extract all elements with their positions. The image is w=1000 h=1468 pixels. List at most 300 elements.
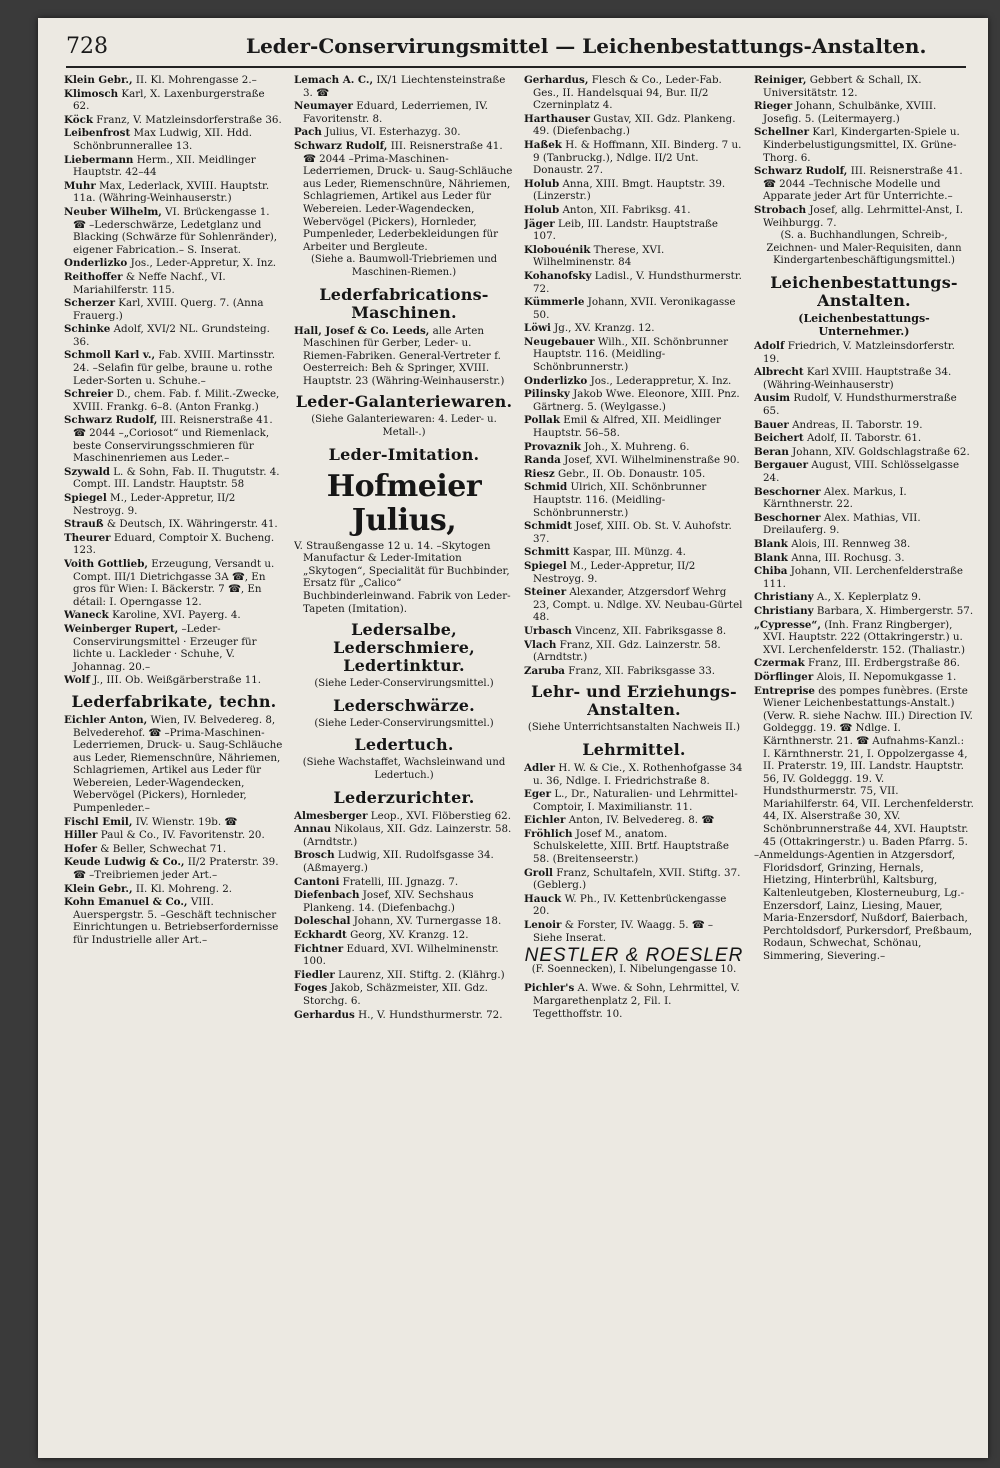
directory-entry	[524, 828, 744, 866]
section-heading: Lederfabrications-Maschinen.	[319, 284, 489, 322]
section-heading: Leichenbestattungs-Anstalten.	[770, 272, 958, 310]
entry-details: Andreas, II. Taborstr. 19.	[792, 418, 923, 431]
entry-details: Karl XVIII. Hauptstraße 34. (Währing-Weinhauserstr)	[763, 366, 952, 391]
entry-details: Jakob, Schäzmeister, XII. Gdz. Storchg. 6.	[303, 982, 488, 1007]
section-heading: Ledertuch.	[354, 735, 454, 755]
entry-details: Karoline, XVI. Payerg. 4.	[112, 609, 241, 622]
entry-name: Schmoll Karl v.,	[64, 349, 156, 362]
entry-details: Anna, III. Rochusg. 3.	[791, 551, 905, 564]
entry-details: Alois, II. Nepomukgasse 1.	[816, 670, 957, 683]
directory-entry	[64, 856, 284, 881]
directory-entry	[64, 623, 284, 673]
entry-details: H., V. Hundsthurmerstr. 72.	[358, 1008, 503, 1021]
page-header	[66, 32, 966, 68]
entry-details: Max, Lederlack, XVIII. Hauptstr. 11a. (Währing-Weinhauserstr.)	[73, 179, 270, 205]
entry-name: Kohanofsky	[524, 269, 592, 282]
section-heading: Lederzurichter.	[333, 787, 475, 807]
entry-details: Eduard, Lederriemen, IV. Favoritenstr. 8.	[303, 100, 489, 125]
directory-entry	[524, 139, 744, 177]
entry-details: Josef M., anatom. Schulskelette, XIII. Brtf. Hauptstraße 58. (Breitenseerstr.)	[533, 827, 729, 866]
directory-entry	[64, 414, 284, 464]
entry-name: Adler	[524, 761, 556, 774]
entry-details: Jos., Lederappretur, X. Inz.	[590, 374, 732, 387]
entry-name: Reiniger,	[754, 74, 807, 86]
entry-details: Ladisl., V. Hundsthurmerstr. 72.	[533, 269, 742, 295]
directory-entry	[294, 74, 514, 99]
entry-name: Schmidt	[524, 520, 572, 533]
cross-reference-note: (F. Soennecken), I. Nibelungengasse 10.	[531, 963, 737, 975]
entry-details: alle Arten Maschinen für Gerber, Leder- u. Riemen-Fabriken. General-Vertreter f. Oesterreich: Beh & Springer, XVIII. Hauptstr. 23 (Währing-Weinhauserstr.)	[303, 324, 505, 387]
directory-entry	[524, 441, 744, 454]
entry-name: Spiegel	[64, 492, 107, 504]
directory-entry	[294, 876, 514, 889]
directory-entry	[754, 165, 974, 203]
entry-details: Johann, VII. Lerchenfelderstraße 111.	[763, 565, 964, 590]
entry-name: Groll	[524, 866, 553, 879]
directory-entry	[64, 114, 284, 127]
directory-entry	[524, 762, 744, 787]
entry-name: Jäger	[524, 217, 555, 230]
entry-name: Fiedler	[294, 968, 335, 981]
entry-name: Köck	[64, 113, 93, 126]
directory-entry	[524, 414, 744, 439]
entry-name: Onderlizko	[524, 374, 588, 387]
directory-entry	[64, 388, 284, 413]
entry-details: Josef, XVI. Wilhelminenstraße 90.	[564, 454, 740, 467]
entry-details: L. & Sohn, Fab. II. Thugutstr. 4. Compt. III. Landstr. Hauptstr. 58	[73, 465, 280, 491]
entry-name: Zaruba	[524, 664, 565, 677]
entry-details: Johann, XIV. Goldschlagstraße 62.	[792, 445, 970, 458]
directory-entry	[524, 893, 744, 918]
entry-details: Karl, XVIII. Querg. 7. (Anna Frauerg.)	[73, 297, 264, 322]
entry-name: Beran	[754, 445, 789, 458]
entry-name: Theurer	[64, 531, 111, 544]
cross-reference-note: (Siehe a. Baumwoll-Triebriemen und Maschinen-Riemen.)	[310, 254, 498, 278]
entry-details: Jos., Leder-Appretur, X. Inz.	[130, 257, 277, 270]
entry-details: Erzeugung, Versandt u. Compt. III/1 Dietrichgasse 3A ☎, En gros für Wien: I. Bäckerstr. 7 ☎, En détail: I. Operngasse 12.	[73, 557, 275, 608]
entry-name: Fichtner	[294, 942, 344, 955]
directory-entry	[64, 257, 284, 270]
entry-details: Adolf, II. Taborstr. 61.	[806, 432, 922, 445]
directory-entry	[294, 1009, 514, 1022]
cross-reference-note: (Siehe Leder-Conservirungsmittel.)	[314, 678, 494, 690]
entry-details: Karl, Kindergarten-Spiele u. Kinderbelustigungsmittel, IX. Grüne-Thorg. 6.	[763, 126, 960, 164]
entry-name: Waneck	[64, 609, 109, 622]
directory-entry	[294, 325, 514, 388]
page-number: 728	[66, 34, 108, 59]
directory-entry	[524, 454, 744, 467]
entry-details: Gustav, XII. Gdz. Plankeng. 49. (Diefenbachg.)	[533, 112, 736, 138]
entry-name: Albrecht	[754, 366, 804, 379]
entry-name: Lenoir	[524, 919, 562, 932]
entry-details: Jakob Wwe. Eleonore, XIII. Pnz. Gärtnerg. 5. (Weylgasse.)	[533, 388, 740, 413]
directory-entry	[64, 271, 284, 296]
entry-details: Franz, Schultafeln, XVII. Stiftg. 37. (Geblerg.)	[533, 866, 741, 892]
entry-name: Strauß	[64, 518, 104, 531]
directory-entry	[754, 446, 974, 459]
entry-name: Reithoffer	[64, 270, 123, 283]
entry-details: Eduard, Comptoir X. Bucheng. 123.	[73, 531, 275, 557]
directory-entry	[524, 375, 744, 388]
directory-entry	[754, 392, 974, 417]
directory-entry	[64, 883, 284, 896]
entry-details: Anna, XIII. Bmgt. Hauptstr. 39. (Linzerstr.)	[533, 177, 726, 203]
entry-name: Neumayer	[294, 100, 353, 113]
entry-details: Laurenz, XII. Stiftg. 2. (Klährg.)	[338, 968, 505, 981]
section-heading: Lederschwärze.	[333, 695, 475, 715]
entry-details: Alex. Markus, I. Kärnthnerstr. 22.	[763, 485, 907, 511]
entry-details: Josef, XIII. Ob. St. V. Auhofstr. 37.	[533, 520, 732, 545]
entry-details: Paul & Co., IV. Favoritenstr. 20.	[100, 829, 265, 842]
cross-reference-note: (Siehe Wachstaffet, Wachsleinwand und Ledertuch.)	[302, 757, 506, 781]
entry-details: Alois, III. Rennweg 38.	[791, 538, 911, 550]
entry-details: Alex. Mathias, VII. Dreilauferg. 9.	[763, 511, 921, 537]
entry-name: Wolf	[64, 674, 90, 687]
entry-details: Karl, X. Laxenburgerstraße 62.	[73, 87, 265, 113]
entry-name: „Cypresse“,	[754, 618, 821, 631]
entry-name: Blank	[754, 551, 788, 564]
entry-name: Gerhardus	[294, 1008, 355, 1021]
entry-details: & Beller, Schwechat 71.	[100, 842, 227, 855]
entry-details: H. & Hoffmann, XII. Binderg. 7 u. 9 (Tanbruckg.), Ndlge. II/2 Unt. Donaustr. 27.	[533, 138, 742, 177]
entry-name: Fischl Emil,	[64, 815, 133, 828]
entry-name: Klimosch	[64, 87, 119, 100]
entry-details: Joh., X. Muhreng. 6.	[584, 440, 690, 453]
directory-entry	[754, 671, 974, 684]
entry-details: Franz, XII. Fabriksgasse 33.	[568, 664, 716, 677]
entry-name: Eichler Anton,	[64, 713, 148, 726]
entry-details: A., X. Keplerplatz 9.	[816, 591, 922, 604]
directory-entry	[524, 919, 744, 944]
directory-entry	[524, 546, 744, 559]
directory-entry	[64, 714, 284, 815]
directory-entry	[524, 560, 744, 585]
entry-details: Jg., XV. Kranzg. 12.	[554, 322, 655, 335]
entry-name: Fröhlich	[524, 827, 573, 840]
entry-details: II. Kl. Mohrengasse 2.–	[135, 74, 257, 86]
directory-entry	[754, 849, 974, 962]
entry-name: Vlach	[524, 638, 557, 651]
entry-name: Hauck	[524, 892, 562, 905]
entry-name: Hofer	[64, 842, 98, 855]
entry-name: Ausim	[754, 392, 791, 405]
directory-entry	[754, 432, 974, 445]
entry-name: Spiegel	[524, 559, 567, 572]
section-heading: Leder-Galanteriewaren.	[295, 392, 513, 412]
directory-entry	[64, 896, 284, 946]
entry-name: Eger	[524, 788, 552, 801]
entry-details: Leib, III. Landstr. Hauptstraße 107.	[533, 217, 719, 243]
entry-details: Franz, III. Erdbergstraße 86.	[808, 657, 960, 670]
entry-name: Pilinsky	[524, 388, 570, 401]
entry-name: Pichler's	[524, 982, 575, 995]
directory-entry	[754, 538, 974, 551]
entry-name: Brosch	[294, 849, 335, 862]
entry-details: des pompes funèbres. (Erste Wiener Leichenbestattungs-Anstalt.) (Verw. R. siehe Nachw. III.) Direction IV. Goldeggg. 19. ☎ Ndlge. I. Kärnthnerstr. 21. ☎ Aufnahms-Kanzl.: I. Kärnthnerstr. 21, I. Oppolzergasse 4, II. Praterstr. 19, III. Landstr. Hauptstr. 56, IV. Goldeggg. 19. V. Hundsthurmerstr. 75, VII. Mariahilferstr. 64, VII. Lerchenfelderstr. 44, IX. Alserstraße 30, XV. Schönbrunnerstraße 44, XVI. Hauptstr. 45 (Ottakringerstr.) u. Baden Pfarrg. 5.	[763, 684, 974, 848]
entry-name: Beschorner	[754, 511, 821, 524]
entry-details: Julius, VI. Esterhazyg. 30.	[325, 126, 461, 139]
directory-entry	[524, 586, 744, 624]
entry-details: & Neffe Nachf., VI. Mariahilferstr. 115.	[73, 270, 226, 296]
entry-name: Beschorner	[754, 485, 821, 498]
entry-name: Diefenbach	[294, 889, 360, 902]
entry-name: Klobouénik	[524, 243, 591, 256]
entry-details: II. Kl. Mohreng. 2.	[135, 882, 233, 895]
entry-details: Emil & Alfred, XII. Meidlinger Hauptstr. 56–58.	[533, 414, 721, 440]
directory-entry	[64, 829, 284, 842]
entry-details: Wien, IV. Belvedereg. 8, Belvederehof. ☎ –Prima-Maschinen-Lederriemen, Druck- u. Saug-Schläuche aus Leder, Riemenschnüre, Nähriemen, Schlagriemen, Artikel aus Leder für Webereien, Leder-Wagendecken, Webervögel (Pickers), Hornleder, Pumpenleder.–	[73, 713, 283, 815]
entry-details: II/2 Praterstr. 39. ☎ –Treibriemen jeder Art.–	[73, 856, 279, 882]
entry-details: Georg, XV. Kranzg. 12.	[350, 928, 469, 941]
cross-reference-note: (S. a. Buchhandlungen, Schreib-, Zeichnen- und Maler-Requisiten, dann Kindergartenbeschäftigungsmittel.)	[766, 230, 962, 267]
directory-entry	[754, 591, 974, 604]
directory-entry	[524, 218, 744, 243]
directory-entry	[524, 296, 744, 321]
entry-name: Szywald	[64, 465, 110, 478]
cross-reference-note: (Siehe Leder-Conservirungsmittel.)	[314, 717, 494, 729]
directory-entry	[294, 969, 514, 982]
entry-name: Leibenfrost	[64, 127, 131, 140]
entry-name: Holub	[524, 177, 560, 190]
section-heading: Lehrmittel.	[582, 739, 686, 759]
entry-name: Schellner	[754, 126, 810, 139]
entry-details: M., Leder-Appretur, II/2 Nestroyg. 9.	[533, 559, 696, 585]
entry-name: Annau	[294, 823, 332, 836]
entry-name: Gerhardus,	[524, 74, 589, 86]
entry-details: Josef, XIV. Sechshaus Plankeng. 14. (Diefenbachg.)	[303, 889, 474, 914]
entry-name: Pollak	[524, 414, 560, 427]
entry-details: Therese, XVI. Wilhelminenstr. 84	[533, 243, 665, 269]
entry-details: III. Reisnerstraße 41. ☎ 2044 –Prima-Maschinen-Lederriemen, Druck- u. Saug-Schläuche aus Leder, Riemenschnüre, Nähriemen, Schlagriemen, Artikel aus Leder für Webereien. Leder-Wagendecken, Webervögel (Pickers), Hornleder, Pumpenleder, Lederbekleidungen für Arbeiter und Bergleute.	[303, 139, 513, 253]
directory-entry	[524, 74, 744, 112]
directory-entry	[754, 340, 974, 365]
entry-details: Johann, XVII. Veronikagasse 50.	[533, 296, 736, 321]
entry-details: VI. Brückengasse 1. ☎ –Lederschwärze, Ledetglanz und Blacking (Schwärze für Sohlenränder), eigener Fabrication.– S. Inserat.	[73, 205, 278, 256]
entry-name: Schreier	[64, 388, 114, 401]
entry-name: Voith Gottlieb,	[64, 557, 148, 570]
directory-entry	[524, 520, 744, 545]
directory-entry	[64, 323, 284, 348]
advertisement-name: Hofmeier Julius,	[326, 468, 482, 538]
entry-name: Harthauser	[524, 112, 590, 125]
entry-details: D., chem. Fab. f. Milit.-Zwecke, XVIII. Frankg. 6–8. (Anton Frankg.)	[73, 388, 280, 413]
entry-name: Christiany	[754, 591, 814, 604]
entry-details: Nikolaus, XII. Gdz. Lainzerstr. 58. (Arndtstr.)	[303, 823, 512, 848]
directory-entry	[64, 492, 284, 517]
directory-entry	[754, 685, 974, 849]
entry-name: Keude Ludwig & Co.,	[64, 856, 185, 869]
entry-name: Weinberger Rupert,	[64, 622, 179, 635]
cross-reference-note: (Siehe Unterrichtsanstalten Nachweis II.)	[527, 722, 741, 734]
entry-details: Josef, allg. Lehrmittel-Anst, I. Weihburgg. 7.	[763, 203, 964, 229]
entry-details: L., Dr., Naturalien- und Lehrmittel-Comptoir, I. Maximilianstr. 11.	[533, 788, 738, 813]
directory-entry	[294, 982, 514, 1007]
entry-name: Urbasch	[524, 624, 572, 637]
column-3	[524, 74, 744, 1450]
entry-name: Schmid	[524, 481, 568, 494]
directory-entry	[524, 388, 744, 413]
directory-entry	[294, 929, 514, 942]
entry-name: Schwarz Rudolf,	[64, 414, 158, 427]
entry-details: Leop., XVI. Flöberstieg 62.	[370, 809, 511, 822]
column-4	[754, 74, 974, 1450]
entry-details: Alexander, Atzgersdorf Wehrg 23, Compt. u. Ndlge. XV. Neubau-Gürtel 48.	[533, 586, 743, 624]
directory-entry	[524, 244, 744, 269]
directory-entry	[524, 481, 744, 519]
directory-entry	[524, 322, 744, 335]
running-title: Leder-Conservirungsmittel — Leichenbestattungs-Anstalten.	[246, 34, 927, 58]
directory-entry	[524, 814, 744, 827]
entry-details: –Leder-Conservirungsmittel · Erzeuger für lichte u. Lackleder · Schuhe, V. Johannag. 20.–	[73, 622, 257, 673]
directory-entry	[524, 665, 744, 678]
entry-name: Lemach A. C.,	[294, 74, 374, 86]
entry-details: W. Ph., IV. Kettenbrückengasse 20.	[533, 892, 727, 918]
entry-name: Klein Gebr.,	[64, 882, 133, 895]
directory-entry	[64, 349, 284, 387]
entry-details: Gebr., II. Ob. Donaustr. 105.	[557, 467, 706, 480]
entry-name: Schwarz Rudolf,	[294, 139, 388, 152]
entry-name: Muhr	[64, 179, 96, 192]
entry-name: Klein Gebr.,	[64, 74, 133, 86]
section-heading: Lehr- und Erziehungs-Anstalten.	[531, 682, 737, 720]
directory-entry	[294, 915, 514, 928]
entry-name: Dörflinger	[754, 670, 814, 683]
entry-details: VIII. Auerspergstr. 5. –Geschäft technischer Einrichtungen u. Betriebserfordernisse für Industrielle aller Art.–	[73, 896, 279, 946]
directory-entry	[64, 206, 284, 256]
directory-entry	[754, 459, 974, 484]
directory-entry	[64, 816, 284, 829]
entry-details: Friedrich, V. Matzleinsdorferstr. 19.	[763, 340, 955, 365]
directory-entry	[64, 88, 284, 113]
entry-name: Hall, Josef & Co. Leeds,	[294, 324, 430, 337]
directory-entry	[754, 565, 974, 590]
entry-name: Foges	[294, 982, 328, 995]
directory-entry	[64, 127, 284, 152]
directory-entry	[754, 204, 974, 229]
directory-entry	[64, 466, 284, 491]
section-heading: Ledersalbe, Lederschmiere, Ledertinktur.	[333, 620, 475, 676]
entry-name: Kümmerle	[524, 296, 585, 309]
entry-details: III. Reisnerstraße 41. ☎ 2044 –„Coriosot“ und Riemenlack, beste Conservirungsschmieren für Maschinenriemen aus Leder.–	[73, 414, 273, 465]
entry-details: Herm., XII. Meidlinger Hauptstr. 42–44	[73, 153, 256, 179]
entry-name: Almesberger	[294, 809, 368, 822]
entry-details: Johann, Schulbänke, XVIII. Josefig. 5. (Leitermayerg.)	[763, 100, 937, 125]
entry-name: Adolf	[754, 340, 785, 353]
entry-details: & Deutsch, IX. Währingerstr. 41.	[106, 518, 278, 531]
entry-name: Christiany	[754, 604, 814, 617]
directory-entry	[294, 889, 514, 914]
entry-name: Beichert	[754, 432, 804, 445]
entry-name: Neuber Wilhelm,	[64, 205, 162, 218]
entry-name: Bauer	[754, 418, 789, 431]
entry-name: Bergauer	[754, 459, 809, 472]
columns	[64, 74, 974, 1450]
directory-entry	[754, 619, 974, 657]
directory-entry	[524, 639, 744, 664]
directory-entry	[754, 100, 974, 125]
directory-entry	[524, 336, 744, 374]
directory-entry	[754, 512, 974, 537]
entry-name: Rieger	[754, 100, 793, 113]
directory-entry	[64, 558, 284, 608]
directory-entry	[294, 823, 514, 848]
directory-entry	[294, 126, 514, 139]
entry-details: Kaspar, III. Münzg. 4.	[572, 546, 686, 559]
directory-entry	[64, 518, 284, 531]
entry-details: Gebbert & Schall, IX. Universitätstr. 12.	[763, 74, 922, 99]
entry-name: Cantoni	[294, 875, 340, 888]
entry-details: H. W. & Cie., X. Rothenhofgasse 34 u. 36, Ndlge. I. Friedrichstraße 8.	[533, 761, 743, 787]
directory-entry	[64, 154, 284, 179]
directory-entry	[64, 674, 284, 687]
entry-name: Hiller	[64, 829, 98, 842]
directory-entry	[754, 605, 974, 618]
entry-name: Schmitt	[524, 546, 570, 559]
directory-entry	[64, 297, 284, 322]
directory-page	[38, 18, 988, 1458]
entry-name: Blank	[754, 538, 788, 550]
directory-entry	[294, 849, 514, 874]
entry-name: Czermak	[754, 657, 805, 670]
section-heading: Lederfabrikate, techn.	[71, 691, 277, 711]
directory-entry	[294, 810, 514, 823]
entry-name: Riesz	[524, 467, 555, 480]
entry-name: Schinke	[64, 323, 111, 336]
directory-entry	[524, 113, 744, 138]
entry-details: Wilh., XII. Schönbrunner Hauptstr. 116. (Meidling-Schönbrunnerstr.)	[533, 335, 728, 374]
directory-entry	[754, 126, 974, 164]
entry-details: Ulrich, XII. Schönbrunner Hauptstr. 116. (Meidling-Schönbrunnerstr.)	[533, 481, 707, 519]
directory-entry	[524, 468, 744, 481]
entry-details: V. Straußengasse 12 u. 14. –Skytogen Manufactur & Leder-Imitation „Skytogen“, Specialität für Buchbinder, Ersatz für „Calico“ Buchbinderleinwand. Fabrik von Leder-Tapeten (Imitation).	[294, 539, 511, 615]
entry-name: Liebermann	[64, 153, 134, 166]
section-heading: Leder-Imitation.	[328, 444, 480, 464]
cross-reference-note: (Siehe Galanteriewaren: 4. Leder- u. Metall-.)	[311, 414, 497, 439]
entry-details: Fratelli, III. Jgnazg. 7.	[342, 875, 459, 888]
directory-entry	[294, 100, 514, 125]
entry-details: Rudolf, V. Hundsthurmerstraße 65.	[763, 392, 957, 418]
entry-details: Eduard, XVI. Wilhelminenstr. 100.	[303, 942, 499, 968]
directory-entry	[524, 178, 744, 203]
entry-details: Johann, XV. Turnergasse 18.	[353, 915, 502, 928]
directory-entry	[64, 532, 284, 557]
advertisement-name: NESTLER & ROESLER	[524, 945, 744, 967]
entry-details: J., III. Ob. Weißgärberstraße 11.	[93, 674, 262, 687]
entry-name: Scherzer	[64, 297, 115, 310]
directory-entry	[64, 843, 284, 856]
entry-details: Adolf, XVI/2 NL. Grundsteing. 36.	[73, 323, 270, 348]
directory-entry	[64, 74, 284, 87]
entry-name: Eckhardt	[294, 928, 347, 941]
entry-details: Flesch & Co., Leder-Fab. Ges., II. Handelsquai 94, Bur. II/2 Czerninplatz 4.	[533, 74, 722, 112]
entry-name: Eichler	[524, 814, 566, 827]
directory-entry	[294, 943, 514, 968]
entry-name: Neugebauer	[524, 335, 595, 348]
directory-entry	[754, 366, 974, 391]
entry-details: Max Ludwig, XII. Hdd. Schönbrunnerallee 13.	[73, 127, 253, 152]
entry-details: Barbara, X. Himbergerstr. 57.	[816, 604, 974, 617]
directory-entry	[754, 419, 974, 432]
entry-details: August, VIII. Schlösselgasse 24.	[763, 459, 960, 485]
directory-entry	[754, 657, 974, 670]
entry-details: Franz, XII. Gdz. Lainzerstr. 58. (Arndtstr.)	[533, 638, 721, 664]
directory-entry	[524, 788, 744, 813]
entry-details: Ludwig, XII. Rudolfsgasse 34. (Aßmayerg.)	[303, 849, 494, 874]
entry-name: Holub	[524, 203, 560, 216]
entry-name: Doleschal	[294, 915, 351, 928]
column-1	[64, 74, 284, 1450]
entry-name: Kohn Emanuel & Co.,	[64, 896, 188, 909]
